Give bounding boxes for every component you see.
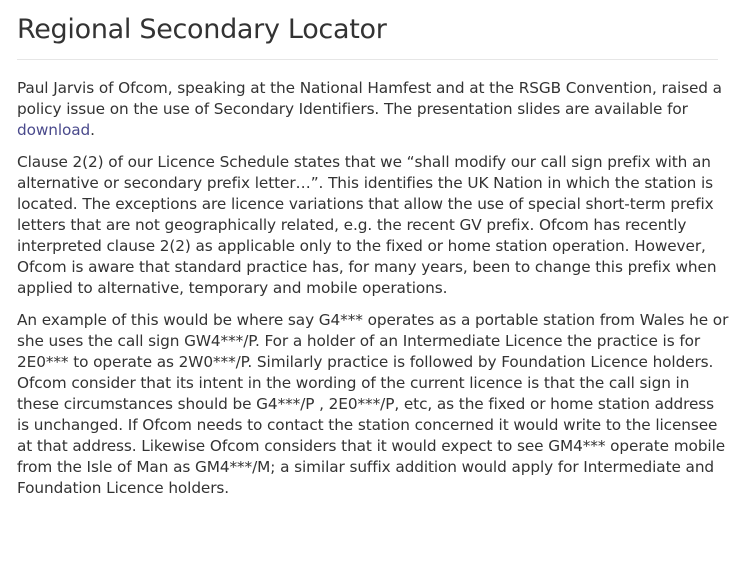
- title-divider: [17, 59, 718, 60]
- paragraph-intro-text: Paul Jarvis of Ofcom, speaking at the National Hamfest and at the RSGB Convention, raised a policy issue on the use of Secondary Identifiers. The presentation slides are available for: [17, 79, 722, 118]
- page-title: Regional Secondary Locator: [17, 14, 387, 45]
- paragraph-example: An example of this would be where say G4*** operates as a portable station from Wales he or she uses the call sign GW4***/P. For a holder of an Intermediate Licence the practice is for 2E0*** to operate as 2W0***/P. Similarly practice is followed by Foundation Licence holders. Ofcom consider that its intent in the wording of the current licence is that the call sign in these circumstances should be G4***/P , 2E0***/P, etc, as the fixed or home station address is unchanged. If Ofcom needs to contact the station concerned it would write to the licensee at that address. Likewise Ofcom considers that it would expect to see GM4*** operate mobile from the Isle of Man as GM4***/M; a similar suffix addition would apply for Intermediate and Foundation Licence holders.: [17, 311, 729, 497]
- paragraph-intro: [17, 78, 729, 141]
- paragraph-clause: Clause 2(2) of our Licence Schedule states that we “shall modify our call sign prefix with an alternative or secondary prefix letter…”. This identifies the UK Nation in which the station is located. The exceptions are licence variations that allow the use of special short-term prefix letters that are not geographically related, e.g. the recent GV prefix. Ofcom has recently interpreted clause 2(2) as applicable only to the fixed or home station operation. However, Ofcom is aware that standard practice has, for many years, been to change this prefix when applied to alternative, temporary and mobile operations.: [17, 153, 717, 297]
- download-link[interactable]: download: [17, 121, 91, 139]
- article-body: [17, 78, 729, 510]
- paragraph-intro-end: .: [90, 121, 95, 139]
